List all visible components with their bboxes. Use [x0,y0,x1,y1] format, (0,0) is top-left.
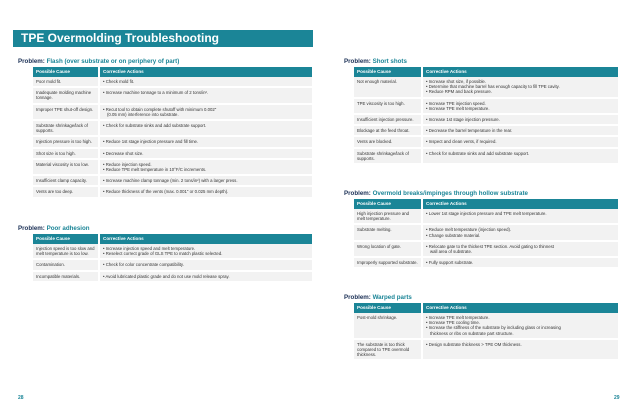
corrective-action-line: • Increase TPE melt temperature. [426,315,490,320]
corrective-action-line: • Increase machine clamp tonnage (min. 2 tons/in²) with a larger press. [103,178,238,184]
corrective-actions-cell [422,114,618,125]
possible-cause-cell: Material viscosity is too low. [33,159,99,175]
possible-cause-cell: TPE viscosity is too high. [354,98,422,114]
possible-cause-cell: Shot size is too high. [33,148,99,159]
corrective-action-line: • Increase 1st stage injection pressure. [426,117,500,123]
table-row [354,339,618,361]
header-possible-cause: Possible Cause [354,67,422,77]
problem-title: Poor adhesion [46,225,90,232]
corrective-actions-cell [422,77,618,98]
problem-title: Warped parts [372,294,412,301]
corrective-actions-cell [422,224,618,240]
problem-label: Problem: [344,190,371,197]
corrective-actions-cell [422,241,618,257]
corrective-action-line: thickness or ribs on substrate part structure. [430,330,514,336]
corrective-action-line: • Increase injection speed and melt temperature. [103,246,196,251]
table-row [354,77,618,98]
possible-cause-cell: The substrate is too thick compared to TPE overmold thickness. [354,339,422,361]
corrective-actions-cell [99,244,312,259]
table-row [354,241,618,257]
table-row [354,313,618,339]
table-row [33,104,312,120]
table-row [354,209,618,224]
table-row [33,175,312,186]
corrective-actions-cell [99,175,312,186]
corrective-actions-cell [422,98,618,114]
possible-cause-cell: Improperly supported substrate. [354,257,422,268]
problem-heading-overmold [344,190,528,197]
possible-cause-cell: Substrate shrinkage/lack of supports. [354,148,422,164]
corrective-action-line: • Determine that machine barrel has enough capacity to fill TPE cavity. [426,84,560,90]
problem-label: Problem: [18,58,45,65]
problem-heading-short [344,58,407,65]
corrective-action-line: • Fully support substrate. [426,260,474,266]
page-title: TPE Overmolding Troubleshooting [13,30,313,47]
corrective-action-line: • Check for substrate sinks and add substrate support. [103,123,207,129]
table-row [354,136,618,147]
problem-title: Short shots [372,58,407,65]
corrective-actions-cell [99,87,312,103]
corrective-action-line: • Reselect correct grade of GLS TPE to match plastic selected. [103,251,223,257]
table-row [354,125,618,136]
possible-cause-cell: Improper TPE shut-off design. [33,104,99,120]
table-row [354,98,618,114]
corrective-action-line: • Recut tool to obtain complete shutoff with minimum 0.002" [103,106,217,112]
adhesion-table [33,234,312,283]
corrective-actions-cell [422,257,618,268]
problem-label: Problem: [18,225,45,232]
corrective-actions-cell [99,120,312,136]
corrective-action-line: • Decrease shot size. [103,150,144,156]
table-row [33,77,312,87]
corrective-action-line: • Design substrate thickness > TPE OM thickness. [426,341,522,347]
corrective-action-line: • Reduce TPE melt temperature in 10°F/C increments. [103,167,207,173]
problem-heading-adhesion [18,225,90,232]
possible-cause-cell: Poor mold fit. [33,77,99,87]
header-corrective-actions: Corrective Actions [422,199,618,209]
header-possible-cause: Possible Cause [354,303,422,313]
problem-title: Flash (over substrate or on periphery of part) [46,58,180,65]
table-header-row [354,199,618,209]
possible-cause-cell: Injection pressure is too high. [33,136,99,147]
corrective-action-line: • Avoid lubricated plastic grade and do not use mold release spray. [103,273,230,279]
possible-cause-cell: Vents are too deep. [33,186,99,197]
page-number-right: 29 [614,395,620,401]
table-row [354,148,618,164]
corrective-action-line: • Increase TPE injection speed. [426,100,486,106]
corrective-action-line: (0.05 mm) interference into substrate. [107,111,179,117]
corrective-action-line: • Lower 1st stage injection pressure and TPE melt temperature. [426,211,547,216]
short-table [354,67,618,165]
table-row [33,186,312,197]
possible-cause-cell: Incompatible materials. [33,271,99,282]
table-header-row [33,67,312,77]
corrective-action-line: • Relocate gate to the thickest TPE section. Avoid gating to thinnest [426,243,554,249]
problem-label: Problem: [344,58,371,65]
corrective-action-line: • Check for color concentrate compatibility. [103,262,184,268]
corrective-actions-cell [422,136,618,147]
table-row [354,224,618,240]
corrective-action-line: • Change substrate material. [426,232,481,238]
flash-table [33,67,312,199]
overmold-table [354,199,618,269]
table-row [33,244,312,259]
header-possible-cause: Possible Cause [33,234,99,244]
table-row [33,259,312,270]
corrective-action-line: • Increase the stiffness of the substrate by including glass or increasing [426,325,561,331]
corrective-action-line: • Increase TPE melt temperature. [426,105,490,111]
corrective-actions-cell [422,125,618,136]
corrective-action-line: • Check mold fit. [103,79,135,84]
corrective-action-line: • Check for substrate sinks and add substrate support. [426,150,530,156]
corrective-action-line: • Increase TPE cooling time. [426,320,480,326]
corrective-action-line: • Reduce 1st stage injection pressure and fill time. [103,139,199,145]
possible-cause-cell: Injection speed is too slow and melt temperature is too low. [33,244,99,259]
corrective-action-line: • Reduce thickness of the vents (max. 0.001" or 0.025 mm depth). [103,189,229,195]
warped-table [354,303,618,361]
corrective-action-line: • Increase machine tonnage to a minimum of 2 tons/in². [103,90,209,96]
header-possible-cause: Possible Cause [33,67,99,77]
table-row [33,120,312,136]
header-possible-cause: Possible Cause [354,199,422,209]
header-corrective-actions: Corrective Actions [422,303,618,313]
corrective-action-line: • Increase shot size, if possible. [426,79,487,84]
table-row [33,159,312,175]
corrective-actions-cell [422,339,618,361]
problem-title: Overmold breaks/impinges through hollow substrate [372,190,528,197]
possible-cause-cell: High injection pressure and melt temperature. [354,209,422,224]
corrective-actions-cell [422,313,618,339]
problem-heading-flash [18,58,179,65]
corrective-actions-cell [99,271,312,282]
problem-heading-warped [344,294,412,301]
possible-cause-cell: Blockage at the feed throat. [354,125,422,136]
corrective-action-line: wall area of substrate. [430,249,473,255]
corrective-action-line: • Decrease the barrel temperature in the rear. [426,128,513,134]
header-corrective-actions: Corrective Actions [422,67,618,77]
table-row [33,136,312,147]
header-corrective-actions: Corrective Actions [99,67,312,77]
table-row [354,257,618,268]
possible-cause-cell: Insufficient injection pressure. [354,114,422,125]
corrective-actions-cell [99,77,312,87]
corrective-actions-cell [99,186,312,197]
table-header-row [33,234,312,244]
possible-cause-cell: Wrong location of gate. [354,241,422,257]
corrective-actions-cell [99,136,312,147]
possible-cause-cell: Insufficient clamp capacity. [33,175,99,186]
corrective-action-line: • Reduce RPM and back pressure. [426,89,492,95]
page-number-left: 28 [18,395,24,401]
table-header-row [354,303,618,313]
possible-cause-cell: Substrate melting. [354,224,422,240]
corrective-action-line: • Inspect and clean vents, if required. [426,139,497,145]
table-row [33,87,312,103]
corrective-actions-cell [422,209,618,224]
possible-cause-cell: Inadequate molding machine tonnage. [33,87,99,103]
table-row [33,148,312,159]
corrective-actions-cell [99,159,312,175]
corrective-actions-cell [99,148,312,159]
problem-label: Problem: [344,294,371,301]
corrective-action-line: • Reduce melt temperature (injection speed). [426,227,512,233]
table-row [33,271,312,282]
corrective-action-line: • Reduce injection speed. [103,161,152,167]
possible-cause-cell: Post-mold shrinkage. [354,313,422,339]
possible-cause-cell: Not enough material. [354,77,422,98]
corrective-actions-cell [422,148,618,164]
possible-cause-cell: Substrate shrinkage/lack of supports. [33,120,99,136]
possible-cause-cell: Contamination. [33,259,99,270]
table-row [354,114,618,125]
corrective-actions-cell [99,259,312,270]
header-corrective-actions: Corrective Actions [99,234,312,244]
corrective-actions-cell [99,104,312,120]
possible-cause-cell: Vents are blocked. [354,136,422,147]
table-header-row [354,67,618,77]
